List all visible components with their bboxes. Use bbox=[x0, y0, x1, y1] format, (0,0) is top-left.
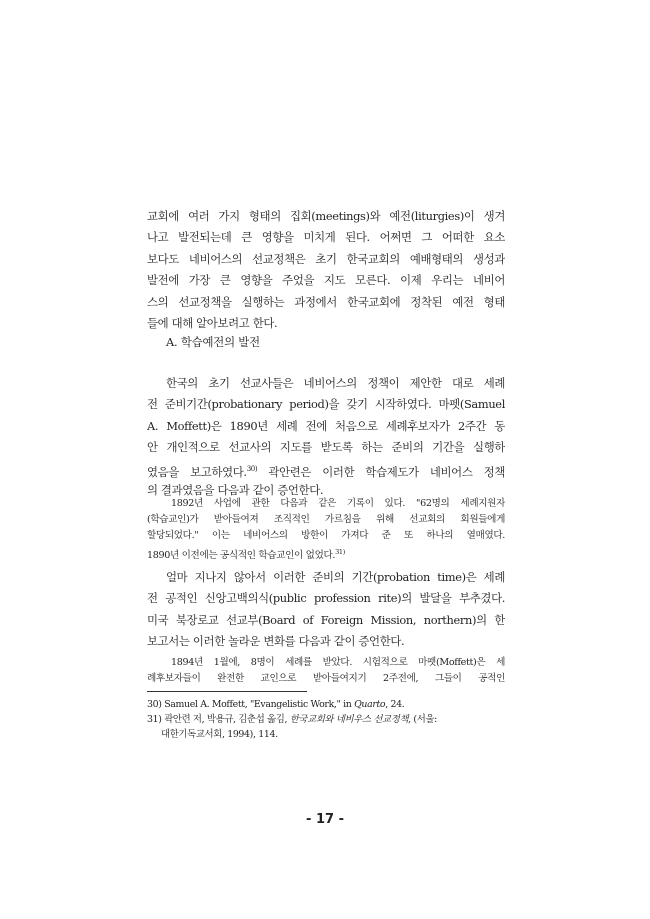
text-line: 들에 대해 알아보려고 한다. bbox=[147, 315, 278, 330]
footnote-text: , (서울: bbox=[408, 714, 437, 725]
text-line: 미국 북장로교 선교부(Board of Foreign Mission, northern)의 한 bbox=[147, 612, 505, 627]
text-line: 교회에 여러 가지 형태의 집회(meetings)와 예전(liturgies)이 생겨 bbox=[147, 209, 505, 223]
text-segment: 곽안련은 이러한 학습제도가 네비어스 정책 bbox=[257, 464, 505, 479]
quote-line: 1894년 1월에, 8명이 세례를 받았다. 시험적으로 마펫(Moffett)은 세 bbox=[171, 657, 505, 668]
text-line bbox=[147, 459, 505, 480]
text-line: 한국의 초기 선교사들은 네비어스의 정책이 제안한 대로 세례 bbox=[166, 376, 505, 390]
text-line: 보고서는 이러한 놀라운 변화를 다음과 같이 증언한다. bbox=[147, 634, 405, 649]
text-line: 스의 선교정책을 실행하는 과정에서 한국교회에 정착된 예전 형태 bbox=[147, 294, 505, 309]
block-quote-2 bbox=[147, 655, 505, 687]
quote-line bbox=[147, 544, 505, 560]
quote-line: (학습교인)가 받아들여져 조직적인 가르침을 위해 선교회의 회원들에게 bbox=[147, 514, 505, 525]
text-line: 얼마 지나지 않아서 이러한 준비의 기간(probation time)은 세례 bbox=[166, 570, 505, 584]
footnote-title: Quarto bbox=[354, 699, 386, 710]
footnote-number: 30) bbox=[147, 699, 162, 710]
footnote-divider bbox=[147, 691, 307, 692]
paragraph-2 bbox=[147, 373, 505, 501]
footnote-31 bbox=[147, 712, 505, 727]
page-number: - 17 - bbox=[306, 812, 344, 827]
paragraph-1 bbox=[147, 206, 505, 334]
quote-line: 례후보자들이 완전한 교인으로 받아들여지기 2주전에, 그들이 공적인 bbox=[147, 673, 505, 684]
text-line: 발전에 가장 큰 영향을 주었을 지도 모른다. 이제 우리는 네비어 bbox=[147, 273, 505, 288]
footnote-text: 곽안련 저, 박용규, 김춘섭 옮김, bbox=[164, 714, 290, 725]
text-line: 보다도 네비어스의 선교정책은 초기 한국교회의 예배형태의 생성과 bbox=[147, 251, 505, 266]
text-segment: 였음을 보고하였다. bbox=[147, 464, 247, 479]
text-line: 안 개인적으로 선교사의 지도를 받도록 하는 준비의 기간을 실행하 bbox=[147, 440, 505, 455]
quote-line: 1892년 사업에 관한 다음과 같은 기록이 있다. "62명의 세례지원자 bbox=[171, 498, 505, 509]
footnote-text: , 24. bbox=[385, 699, 405, 710]
footnote-title: 한국교회와 네비우스 선교정책 bbox=[289, 714, 409, 725]
text-line: A. Moffett)은 1890년 세례 전에 처음으로 세례후보자가 2주간 동 bbox=[147, 418, 505, 433]
section-heading bbox=[147, 332, 505, 352]
footnote-number: 31) bbox=[147, 714, 162, 725]
footnotes bbox=[147, 697, 505, 742]
footnote-ref-30[interactable]: 30) bbox=[246, 464, 258, 473]
text-line: 전 준비기간(probationary period)을 갖기 시작하였다. 마펫(Samuel bbox=[147, 397, 505, 412]
text-line: 나고 발전되는데 큰 영향을 미치게 된다. 어쩌면 그 어떠한 요소 bbox=[147, 230, 505, 245]
footnote-ref-31[interactable]: 31) bbox=[335, 548, 345, 556]
section-heading-text: A. 학습예전의 발전 bbox=[166, 335, 260, 349]
quote-line: 할당되었다." 이는 네비어스의 방한이 가져다 준 또 하나의 열매였다. bbox=[147, 530, 505, 541]
block-quote-1 bbox=[147, 496, 505, 560]
text-line: 의 결과였음을 다음과 같이 증언한다. bbox=[147, 482, 324, 497]
footnote-30 bbox=[147, 697, 505, 712]
text-line: 전 공적인 신앙고백의식(public profession rite)의 발달을 부추겼다. bbox=[147, 591, 505, 606]
paragraph-3 bbox=[147, 567, 505, 653]
footnote-text: Samuel A. Moffett, "Evangelistic Work," in bbox=[164, 699, 355, 710]
footnote-31-continued: 대한기독교서회, 1994), 114. bbox=[161, 729, 278, 740]
text-segment: 1890년 이전에는 공식적인 학습교인이 없었다. bbox=[147, 550, 336, 560]
